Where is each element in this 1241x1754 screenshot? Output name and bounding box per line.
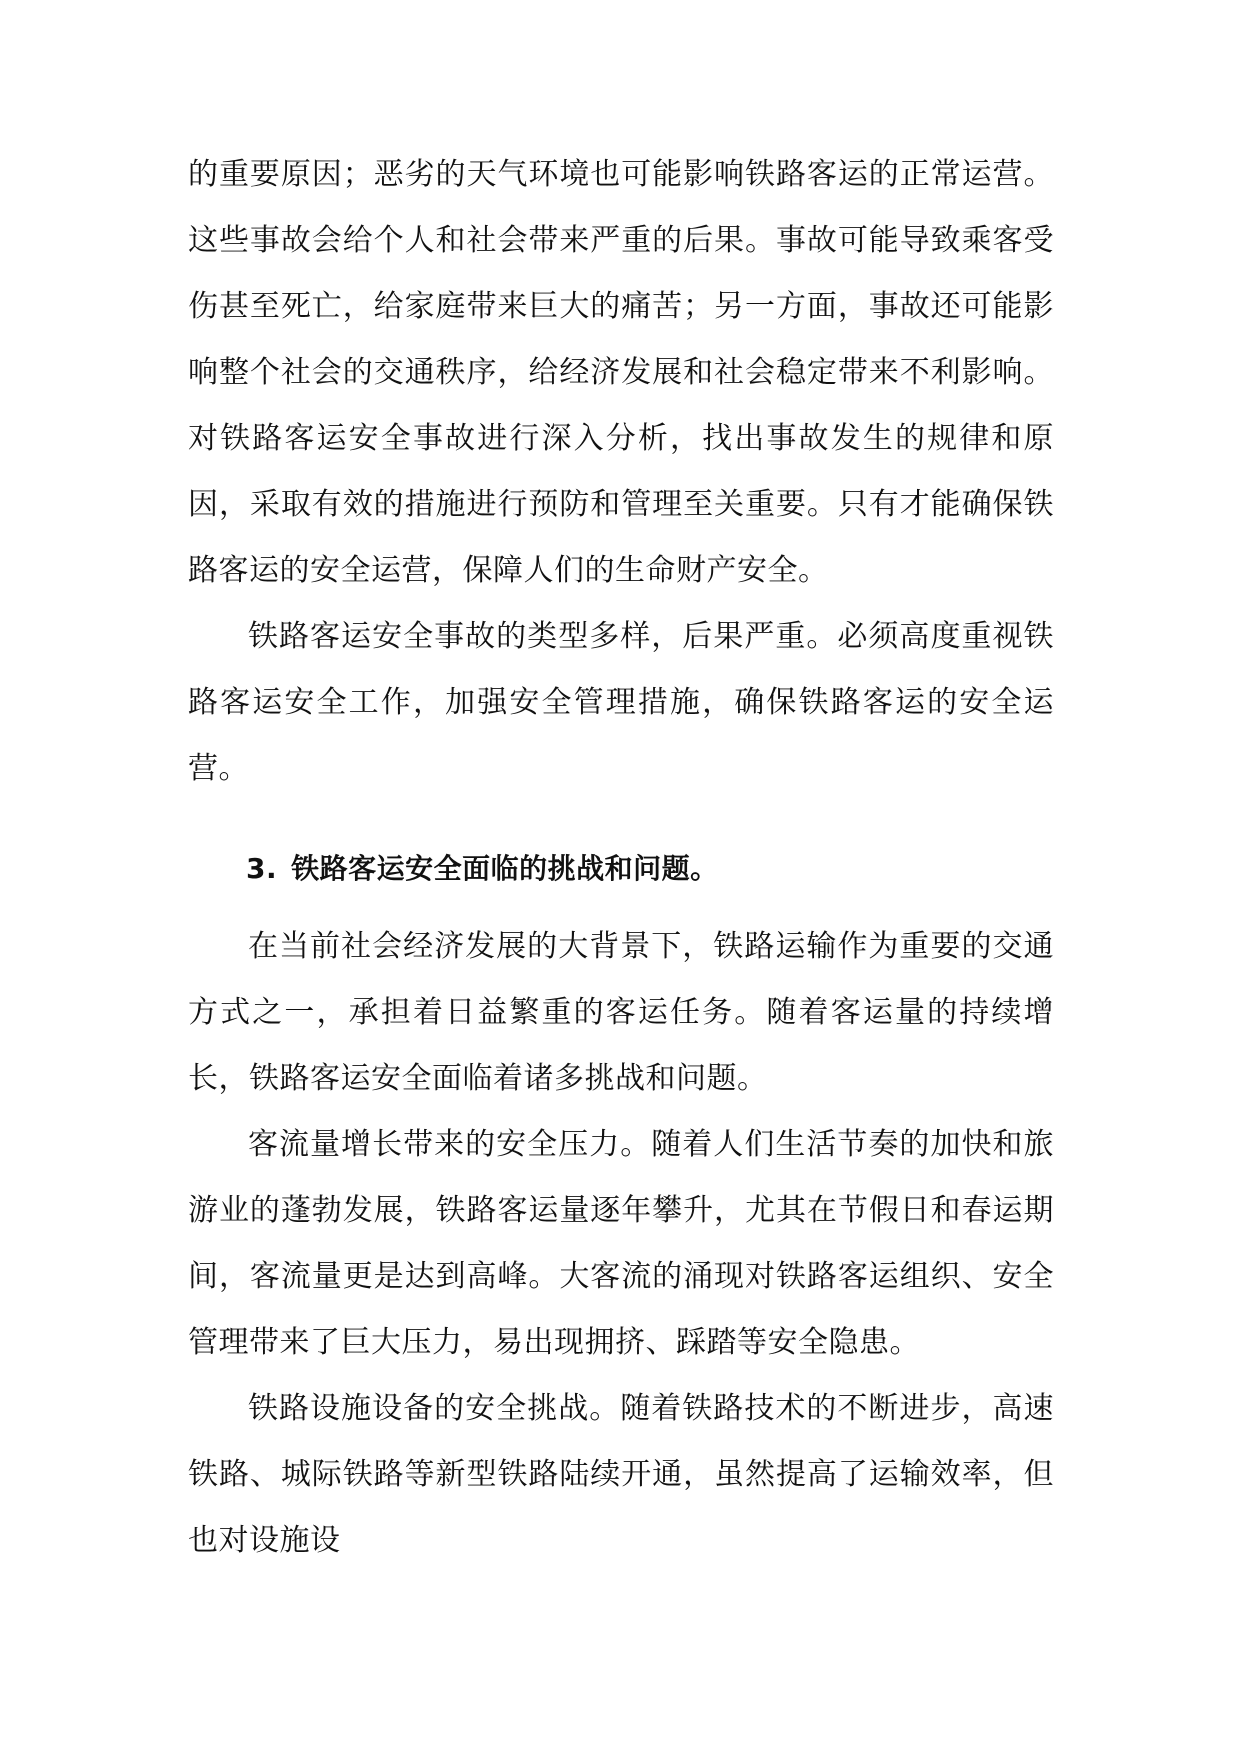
body-paragraph: 客流量增长带来的安全压力。随着人们生活节奏的加快和旅游业的蓬勃发展，铁路客运量逐年攀升，尤其在节假日和春运期间，客流量更是达到高峰。大客流的涌现对铁路客运组织、安全管理带来了巨大压力，易出现拥挤、踩踏等安全隐患。 bbox=[188, 1127, 1054, 1360]
section-number: 3. bbox=[246, 852, 278, 885]
body-paragraph: 在当前社会经济发展的大背景下，铁路运输作为重要的交通方式之一，承担着日益繁重的客运任务。随着客运量的持续增长，铁路客运安全面临着诸多挑战和问题。 bbox=[188, 929, 1054, 1096]
section-heading bbox=[188, 836, 1054, 902]
document-body bbox=[188, 142, 1054, 1574]
body-paragraph: 铁路客运安全事故的类型多样，后果严重。必须高度重视铁路客运安全工作，加强安全管理措施，确保铁路客运的安全运营。 bbox=[188, 619, 1054, 786]
body-paragraph: 的重要原因；恶劣的天气环境也可能影响铁路客运的正常运营。这些事故会给个人和社会带来严重的后果。事故可能导致乘客受伤甚至死亡，给家庭带来巨大的痛苦；另一方面，事故还可能影响整个社会的交通秩序，给经济发展和社会稳定带来不利影响。对铁路客运安全事故进行深入分析，找出事故发生的规律和原因，采取有效的措施进行预防和管理至关重要。只有才能确保铁路客运的安全运营，保障人们的生命财产安全。 bbox=[188, 157, 1054, 588]
body-paragraph: 铁路设施设备的安全挑战。随着铁路技术的不断进步，高速铁路、城际铁路等新型铁路陆续开通，虽然提高了运输效率，但也对设施设 bbox=[188, 1391, 1054, 1558]
section-title: 铁路客运安全面临的挑战和问题。 bbox=[291, 852, 719, 885]
